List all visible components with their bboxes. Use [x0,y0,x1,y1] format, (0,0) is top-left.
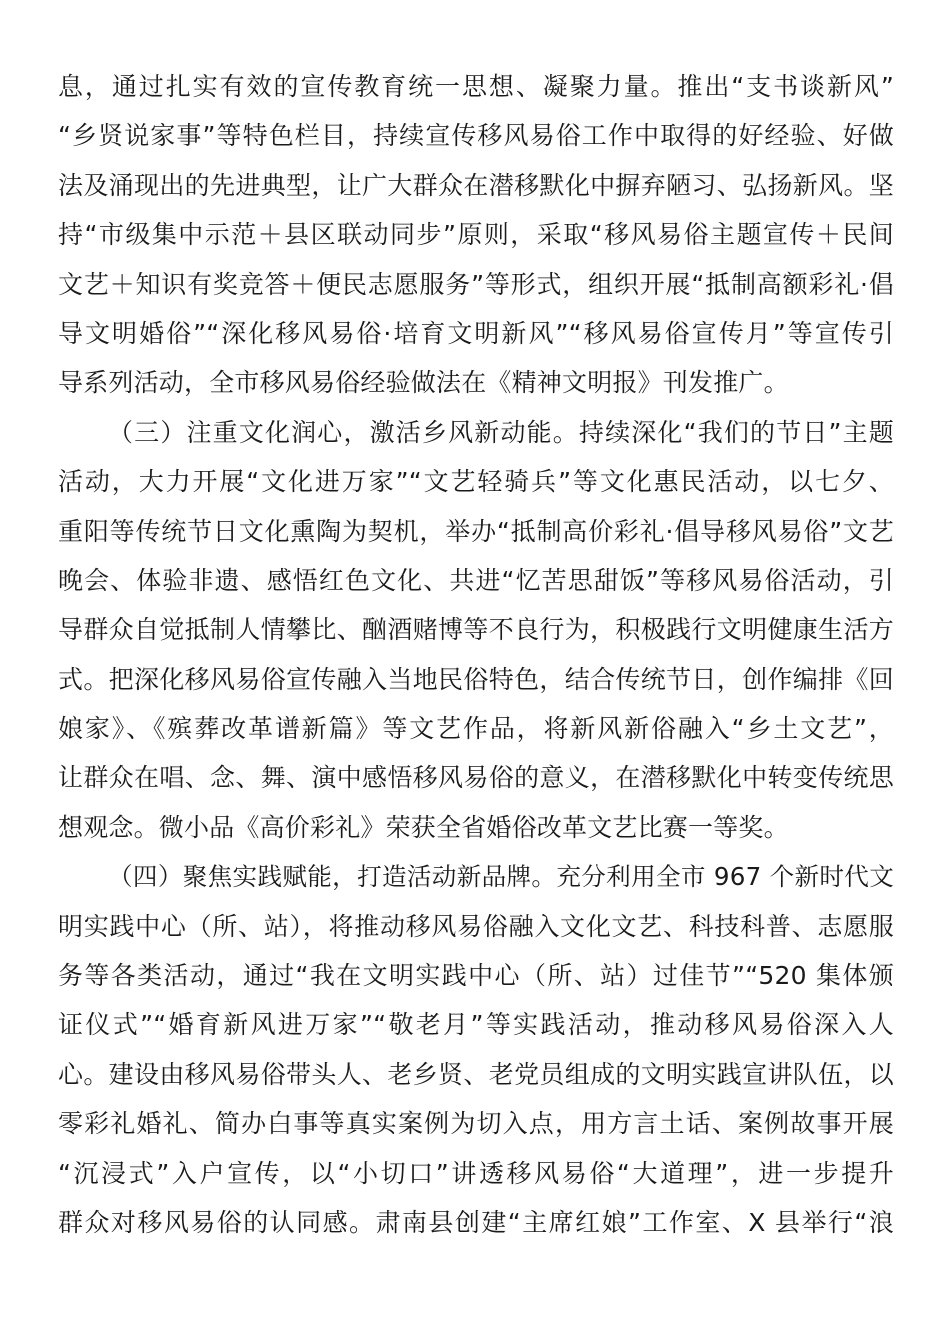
text-line: “沉浸式”入户宣传，以“小切口”讲透移风易俗“大道理”，进一步提升 [58,1158,894,1188]
text-line: 文艺＋知识有奖竞答＋便民志愿服务”等形式，组织开展“抵制高额彩礼·倡 [58,269,894,299]
text-line: 零彩礼婚礼、简办白事等真实案例为切入点，用方言土话、案例故事开展 [58,1109,894,1139]
text-line: 式。把深化移风易俗宣传融入当地民俗特色，结合传统节日，创作编排《回 [58,664,894,694]
text-line: 晚会、体验非遗、感悟红色文化、共进“忆苦思甜饭”等移风易俗活动，引 [58,565,894,595]
text-line: 心。建设由移风易俗带头人、老乡贤、老党员组成的文明实践宣讲队伍，以 [58,1059,894,1089]
text-line: 导群众自觉抵制人情攀比、酗酒赌博等不良行为，积极践行文明健康生活方 [58,615,894,645]
text-line: 导系列活动，全市移风易俗经验做法在《精神文明报》刊发推广。 [58,368,789,398]
body-text [58,62,894,1247]
text-line: 让群众在唱、念、舞、演中感悟移风易俗的意义，在潜移默化中转变传统思 [58,763,894,793]
text-line: 证仪式”“婚育新风进万家”“敬老月”等实践活动，推动移风易俗深入人 [58,1010,894,1040]
text-line: 持“市级集中示范＋县区联动同步”原则，采取“移风易俗主题宣传＋民间 [58,220,894,250]
paragraph-heading-line: （三）注重文化润心，激活乡风新动能。持续深化“我们的节日”主题 [108,417,894,447]
text-line: 活动，大力开展“文化进万家”“文艺轻骑兵”等文化惠民活动，以七夕、 [58,467,894,497]
text-line: 法及涌现出的先进典型，让广大群众在潜移默化中摒弃陋习、弘扬新风。坚 [58,170,894,200]
text-line: 重阳等传统节日文化熏陶为契机，举办“抵制高价彩礼·倡导移风易俗”文艺 [58,516,894,546]
text-line: 想观念。微小品《高价彩礼》荣获全省婚俗改革文艺比赛一等奖。 [58,812,789,842]
text-line: 明实践中心（所、站），将推动移风易俗融入文化文艺、科技科普、志愿服 [58,911,894,941]
text-line: 群众对移风易俗的认同感。肃南县创建“主席红娘”工作室、X 县举行“浪 [58,1207,894,1237]
paragraph-heading-line: （四）聚焦实践赋能，打造活动新品牌。充分利用全市 967 个新时代文 [108,862,894,892]
text-line: 导文明婚俗”“深化移风易俗·培育文明新风”“移风易俗宣传月”等宣传引 [58,318,894,348]
text-line: “乡贤说家事”等特色栏目，持续宣传移风易俗工作中取得的好经验、好做 [58,121,894,151]
text-line: 务等各类活动，通过“我在文明实践中心（所、站）过佳节”“520 集体颁 [58,961,894,991]
text-line: 娘家》、《殡葬改革谱新篇》等文艺作品，将新风新俗融入“乡土文艺”， [58,714,894,744]
text-line: 息，通过扎实有效的宣传教育统一思想、凝聚力量。推出“支书谈新风” [58,72,894,101]
